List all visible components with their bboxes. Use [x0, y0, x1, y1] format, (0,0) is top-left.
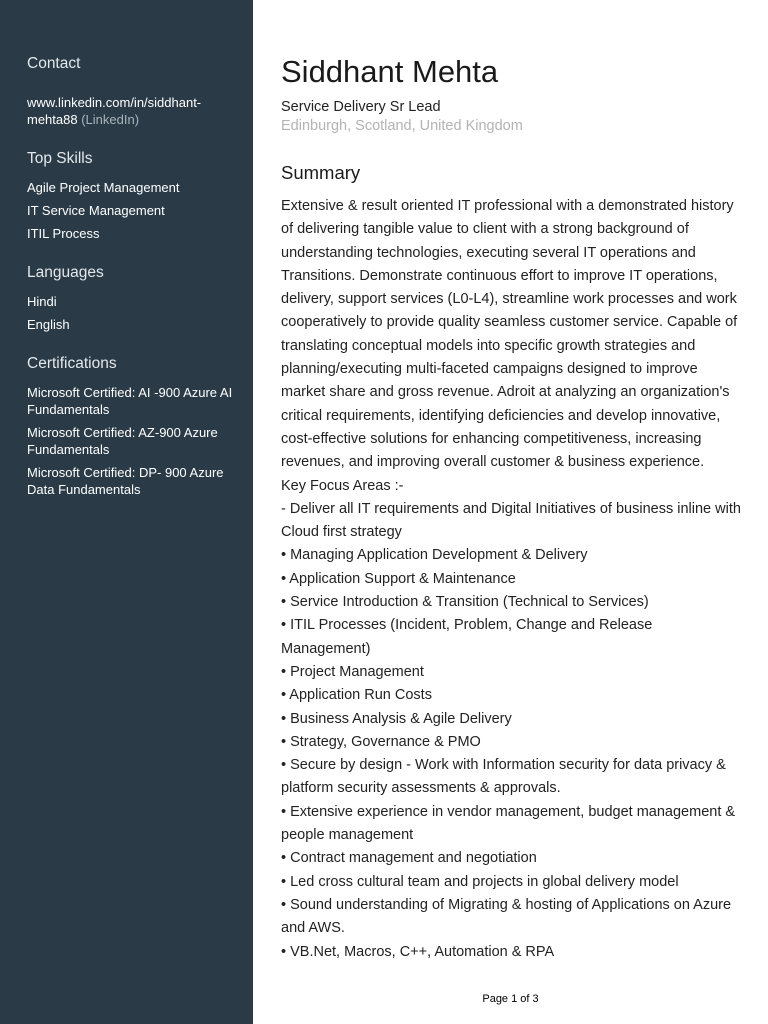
summary-line: - Deliver all IT requirements and Digital Initiatives of business inline with Cloud first strategy: [281, 500, 741, 541]
summary-line: Key Focus Areas :-: [281, 477, 404, 494]
certification-item: Microsoft Certified: AI -900 Azure AI Fundamentals: [27, 385, 233, 417]
contact-section: [27, 55, 242, 128]
certification-item: Microsoft Certified: AZ-900 Azure Fundamentals: [27, 425, 218, 457]
main-content: [281, 52, 741, 964]
sidebar-content: [27, 55, 242, 520]
language-item: Hindi: [27, 294, 57, 309]
skills-section: [27, 150, 242, 242]
linkedin-entry: [27, 94, 242, 128]
skills-heading: Top Skills: [27, 150, 93, 167]
certifications-heading: Certifications: [27, 355, 117, 372]
focus-area-item: • Led cross cultural team and projects in global delivery model: [281, 873, 679, 890]
profile-location: Edinburgh, Scotland, United Kingdom: [281, 118, 523, 134]
certification-item: Microsoft Certified: DP- 900 Azure Data Fundamentals: [27, 465, 224, 497]
skill-item: Agile Project Management: [27, 180, 180, 195]
focus-area-item: • Application Support & Maintenance: [281, 570, 516, 587]
focus-area-item: • Managing Application Development & Delivery: [281, 547, 588, 564]
focus-area-item: • Service Introduction & Transition (Technical to Services): [281, 594, 649, 611]
profile-name: Siddhant Mehta: [281, 54, 499, 89]
focus-area-item: • Contract management and negotiation: [281, 850, 537, 867]
languages-heading: Languages: [27, 264, 104, 281]
languages-section: [27, 264, 242, 333]
focus-area-item: • Strategy, Governance & PMO: [281, 733, 481, 750]
page-number: Page 1 of 3: [482, 993, 539, 1005]
focus-area-item: • Application Run Costs: [281, 687, 432, 704]
focus-area-item: • Extensive experience in vendor management, budget management & people management: [281, 803, 736, 844]
summary-heading: Summary: [281, 162, 361, 183]
focus-area-item: • Project Management: [281, 663, 424, 680]
profile-headline: Service Delivery Sr Lead: [281, 99, 441, 115]
language-item: English: [27, 317, 70, 332]
summary-paragraph: Extensive & result oriented IT professional with a demonstrated history of delivering tangible value to client with a strong background of understanding technologies, executing several IT operations and Transitions. Demonstrate continuous effort to improve IT operations, delivery, support services (L0-L4), streamline work processes and work cooperatively to provide quality seamless customer service. Capable of translating conceptual models into specific growth strategies and planning/executing multi-faceted campaigns designed to improve market share and gross revenue. Adroit at analyzing an organization's critical requirements, identifying deficiencies and develop innovative, cost-effective solutions for enhancing competitiveness, increasing revenues, and improving overall customer & business experience.: [281, 198, 738, 471]
focus-area-item: • Business Analysis & Agile Delivery: [281, 710, 512, 727]
linkedin-link[interactable]: www.linkedin.com/in/siddhant-mehta88: [27, 95, 202, 127]
summary-body: [281, 195, 741, 964]
certifications-section: [27, 355, 242, 498]
sidebar: [0, 0, 253, 1024]
focus-area-item: • Secure by design - Work with Information security for data privacy & platform security assessments & approvals.: [281, 757, 726, 797]
linkedin-label: (LinkedIn): [81, 112, 140, 127]
skill-item: IT Service Management: [27, 203, 165, 218]
contact-heading: Contact: [27, 55, 81, 72]
focus-area-item: • VB.Net, Macros, C++, Automation & RPA: [281, 943, 555, 960]
skill-item: ITIL Process: [27, 226, 100, 241]
focus-area-item: • Sound understanding of Migrating & hosting of Applications on Azure and AWS.: [281, 896, 732, 937]
focus-area-item: • ITIL Processes (Incident, Problem, Change and Release Management): [281, 617, 653, 657]
